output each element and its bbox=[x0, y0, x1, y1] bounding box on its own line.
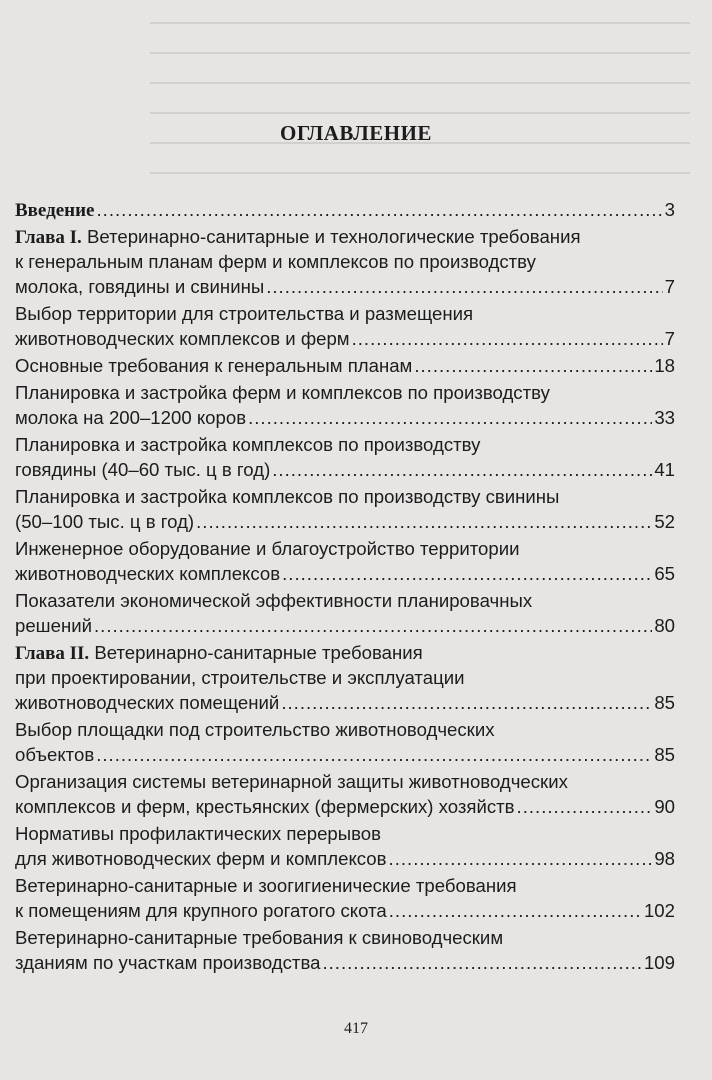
dot-leader bbox=[196, 509, 652, 534]
toc-page-number: 18 bbox=[654, 355, 675, 376]
toc-entry-text: Ветеринарно-санитарные требования bbox=[94, 642, 423, 663]
toc-page-number: 98 bbox=[654, 848, 675, 869]
toc-label: Глава I. bbox=[15, 227, 82, 248]
bleed-through-text bbox=[150, 0, 690, 180]
toc-entry-line bbox=[15, 769, 675, 794]
toc-entry-final-line bbox=[15, 326, 675, 351]
toc-entry bbox=[15, 484, 675, 534]
toc-entry-text: Планировка и застройка комплексов по производству свинины bbox=[15, 486, 560, 507]
dot-leader bbox=[282, 561, 652, 586]
toc-entry-text: объектов bbox=[15, 744, 95, 765]
toc-entry-line bbox=[15, 640, 675, 665]
toc-entry-final-line bbox=[15, 561, 675, 586]
toc-entry-final-line bbox=[15, 898, 675, 923]
toc-entry bbox=[15, 432, 675, 482]
toc-entry-line bbox=[15, 380, 675, 405]
toc-label: Глава II. bbox=[15, 643, 90, 664]
toc-page-number: 90 bbox=[654, 796, 675, 817]
dot-leader bbox=[352, 326, 663, 351]
toc-entry-final-line bbox=[15, 197, 675, 222]
toc-entry-text: Организация системы ветеринарной защиты животноводческих bbox=[15, 771, 568, 792]
toc-entry-text: (50–100 тыс. ц в год) bbox=[15, 511, 195, 532]
toc-entry-line bbox=[15, 925, 675, 950]
toc-entry-text: животноводческих комплексов bbox=[15, 563, 281, 584]
toc-page-number: 85 bbox=[654, 692, 675, 713]
page-title: ОГЛАВЛЕНИЕ bbox=[280, 121, 432, 145]
toc-entry-text: Ветеринарно-санитарные требования к свиноводческим bbox=[15, 927, 504, 948]
toc-entry bbox=[15, 717, 675, 767]
toc-entry-text: к помещениям для крупного рогатого скота bbox=[15, 900, 387, 921]
toc-page-number: 85 bbox=[654, 744, 675, 765]
toc-page-number: 52 bbox=[654, 511, 675, 532]
dot-leader bbox=[322, 950, 642, 975]
toc-entry-text: Выбор площадки под строительство животноводческих bbox=[15, 719, 495, 740]
toc-entry-final-line bbox=[15, 274, 675, 299]
toc-entry bbox=[15, 873, 675, 923]
toc-entry-text: Ветеринарно-санитарные и зоогигиенические требования bbox=[15, 875, 517, 896]
toc-entry bbox=[15, 536, 675, 586]
toc-entry bbox=[15, 588, 675, 638]
toc-entry-line bbox=[15, 484, 675, 509]
page-number: 417 bbox=[344, 1020, 368, 1037]
toc-page-number: 102 bbox=[643, 900, 675, 921]
toc-entry-line bbox=[15, 588, 675, 613]
toc-entry bbox=[15, 224, 675, 299]
toc-entry-final-line bbox=[15, 794, 675, 819]
toc-entry-text: к генеральным планам ферм и комплексов по производству bbox=[15, 251, 536, 272]
dot-leader bbox=[96, 742, 652, 767]
toc-entry-text: Инженерное оборудование и благоустройство территории bbox=[15, 538, 520, 559]
toc-entry-text: для животноводческих ферм и комплексов bbox=[15, 848, 387, 869]
toc-entry-line bbox=[15, 717, 675, 742]
toc-entry-text: Показатели экономической эффективности планировачных bbox=[15, 590, 533, 611]
toc-entry-text: зданиям по участкам производства bbox=[15, 952, 321, 973]
toc-entry bbox=[15, 640, 675, 715]
dot-leader bbox=[414, 353, 652, 378]
dot-leader bbox=[272, 457, 652, 482]
toc-entry bbox=[15, 821, 675, 871]
toc-page-number: 109 bbox=[643, 952, 675, 973]
toc-entry-text: комплексов и ферм, крестьянских (фермерских) хозяйств bbox=[15, 796, 515, 817]
toc-entry-final-line bbox=[15, 509, 675, 534]
toc-entry-line bbox=[15, 873, 675, 898]
toc-entry-text: молока на 200–1200 коров bbox=[15, 407, 247, 428]
toc-entry-final-line bbox=[15, 950, 675, 975]
toc-entry bbox=[15, 769, 675, 819]
toc-entry-line bbox=[15, 224, 675, 249]
toc-entry-text: Планировка и застройка ферм и комплексов по производству bbox=[15, 382, 550, 403]
toc-page-number: 65 bbox=[654, 563, 675, 584]
toc-entry-line bbox=[15, 821, 675, 846]
toc-entry-final-line bbox=[15, 405, 675, 430]
toc-entry-line bbox=[15, 536, 675, 561]
dot-leader bbox=[248, 405, 652, 430]
toc-entry-text: Планировка и застройка комплексов по производству bbox=[15, 434, 481, 455]
toc-page-number: 7 bbox=[664, 328, 675, 349]
dot-leader bbox=[266, 274, 662, 299]
toc-entry bbox=[15, 197, 675, 222]
toc-entry-line bbox=[15, 301, 675, 326]
table-of-contents bbox=[15, 197, 675, 977]
toc-page-number: 33 bbox=[654, 407, 675, 428]
dot-leader bbox=[94, 613, 652, 638]
toc-label: Введение bbox=[15, 200, 95, 221]
toc-entry-text: Ветеринарно-санитарные и технологические требования bbox=[86, 226, 581, 247]
toc-page-number: 41 bbox=[654, 459, 675, 480]
toc-entry-text: говядины (40–60 тыс. ц в год) bbox=[15, 459, 271, 480]
toc-entry bbox=[15, 301, 675, 351]
toc-entry-text: животноводческих комплексов и ферм bbox=[15, 328, 350, 349]
toc-entry bbox=[15, 925, 675, 975]
toc-entry-final-line bbox=[15, 353, 675, 378]
toc-entry-text: Нормативы профилактических перерывов bbox=[15, 823, 382, 844]
toc-entry-final-line bbox=[15, 742, 675, 767]
toc-entry-text: молока, говядины и свинины bbox=[15, 276, 265, 297]
dot-leader bbox=[517, 794, 653, 819]
dot-leader bbox=[97, 197, 663, 222]
toc-entry-final-line bbox=[15, 690, 675, 715]
toc-entry-text: решений bbox=[15, 615, 92, 636]
toc-entry-text: при проектировании, строительстве и эксплуатации bbox=[15, 667, 465, 688]
toc-entry-line bbox=[15, 665, 675, 690]
toc-entry-final-line bbox=[15, 613, 675, 638]
dot-leader bbox=[389, 898, 642, 923]
toc-page-number: 7 bbox=[664, 276, 675, 297]
toc-page-number: 80 bbox=[654, 615, 675, 636]
toc-entry bbox=[15, 380, 675, 430]
dot-leader bbox=[389, 846, 653, 871]
toc-entry-text: Выбор территории для строительства и размещения bbox=[15, 303, 474, 324]
toc-entry-line bbox=[15, 249, 675, 274]
toc-entry-final-line bbox=[15, 846, 675, 871]
toc-entry-line bbox=[15, 432, 675, 457]
toc-entry-text: Основные требования к генеральным планам bbox=[15, 355, 413, 376]
toc-entry bbox=[15, 353, 675, 378]
toc-entry-text: животноводческих помещений bbox=[15, 692, 280, 713]
toc-entry-final-line bbox=[15, 457, 675, 482]
toc-page-number: 3 bbox=[664, 199, 675, 220]
dot-leader bbox=[281, 690, 652, 715]
